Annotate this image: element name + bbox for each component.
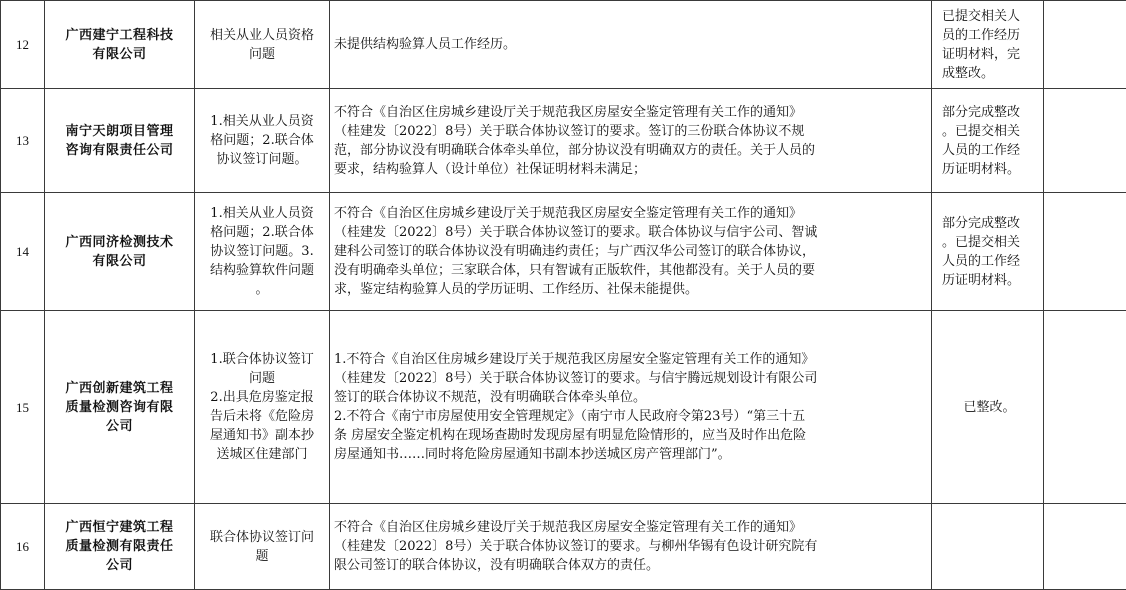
issue-type: 联合体协议签订问 题 (195, 504, 330, 590)
table-row (1, 504, 1126, 590)
rectification-status: 已整改。 (932, 311, 1044, 504)
issue-type: 相关从业人员资格 问题 (195, 1, 330, 89)
remarks-cell (1044, 1, 1126, 89)
remarks-cell (1044, 89, 1126, 193)
row-number: 16 (1, 504, 45, 590)
row-number: 12 (1, 1, 45, 89)
rectification-status: 部分完成整改 。已提交相关 人员的工作经 历证明材料。 (932, 89, 1044, 193)
remarks-cell (1044, 504, 1126, 590)
table-row (1, 89, 1126, 193)
table-row (1, 193, 1126, 311)
company-name: 广西创新建筑工程 质量检测咨询有限 公司 (45, 311, 195, 504)
row-number: 13 (1, 89, 45, 193)
row-number: 15 (1, 311, 45, 504)
issue-detail: 不符合《自治区住房城乡建设厅关于规范我区房屋安全鉴定管理有关工作的通知》 （桂建发〔2022〕8号）关于联合体协议签订的要求。联合体协议与信宇公司、智诚 建科公司签订的联合体协议没有明确违约责任；与广西汉华公司签订的联合体协议， 没有明确牵头单位；三家联合体，只有智诚有正版软件，其他都没有。关于人员的要 求，鉴定结构验算人员的学历证明、工作经历、社保未能提供。 (330, 193, 932, 311)
issue-type: 1.联合体协议签订 问题 2.出具危房鉴定报 告后未将《危险房 屋通知书》副本抄 送城区住建部门 (195, 311, 330, 504)
company-name: 南宁天朗项目管理 咨询有限责任公司 (45, 89, 195, 193)
remarks-cell (1044, 193, 1126, 311)
rectification-status (932, 504, 1044, 590)
remarks-cell (1044, 311, 1126, 504)
rectification-status: 已提交相关人 员的工作经历 证明材料，完 成整改。 (932, 1, 1044, 89)
issue-detail: 不符合《自治区住房城乡建设厅关于规范我区房屋安全鉴定管理有关工作的通知》 （桂建发〔2022〕8号）关于联合体协议签订的要求。签订的三份联合体协议不规 范，部分协议没有明确联合体牵头单位，部分协议没有明确双方的责任。关于人员的 要求，结构验算人（设计单位）社保证明材料未满足； (330, 89, 932, 193)
issue-detail: 不符合《自治区住房城乡建设厅关于规范我区房屋安全鉴定管理有关工作的通知》 （桂建发〔2022〕8号）关于联合体协议签订的要求。与柳州华锡有色设计研究院有 限公司签订的联合体协议，没有明确联合体双方的责任。 (330, 504, 932, 590)
company-name: 广西建宁工程科技 有限公司 (45, 1, 195, 89)
table-row (1, 311, 1126, 504)
company-name: 广西恒宁建筑工程 质量检测有限责任 公司 (45, 504, 195, 590)
issue-type: 1.相关从业人员资 格问题；2.联合体 协议签订问题。 (195, 89, 330, 193)
issue-type: 1.相关从业人员资 格问题；2.联合体 协议签订问题。3. 结构验算软件问题 。 (195, 193, 330, 311)
issue-detail: 1.不符合《自治区住房城乡建设厅关于规范我区房屋安全鉴定管理有关工作的通知》 （桂建发〔2022〕8号）关于联合体协议签订的要求。与信宇腾远规划设计有限公司 签订的联合体协议不规范，没有明确联合体牵头单位。 2.不符合《南宁市房屋使用安全管理规定》（南宁市人民政府令第23号）“第三十五 条 房屋安全鉴定机构在现场查勘时发现房屋有明显危险情形的，应当及时作出危险 房屋通知书……同时将危险房屋通知书副本抄送城区房产管理部门”。 (330, 311, 932, 504)
issue-detail: 未提供结构验算人员工作经历。 (330, 1, 932, 89)
row-number: 14 (1, 193, 45, 311)
rectification-status: 部分完成整改 。已提交相关 人员的工作经 历证明材料。 (932, 193, 1044, 311)
company-name: 广西同济检测技术 有限公司 (45, 193, 195, 311)
table-row (1, 1, 1126, 89)
